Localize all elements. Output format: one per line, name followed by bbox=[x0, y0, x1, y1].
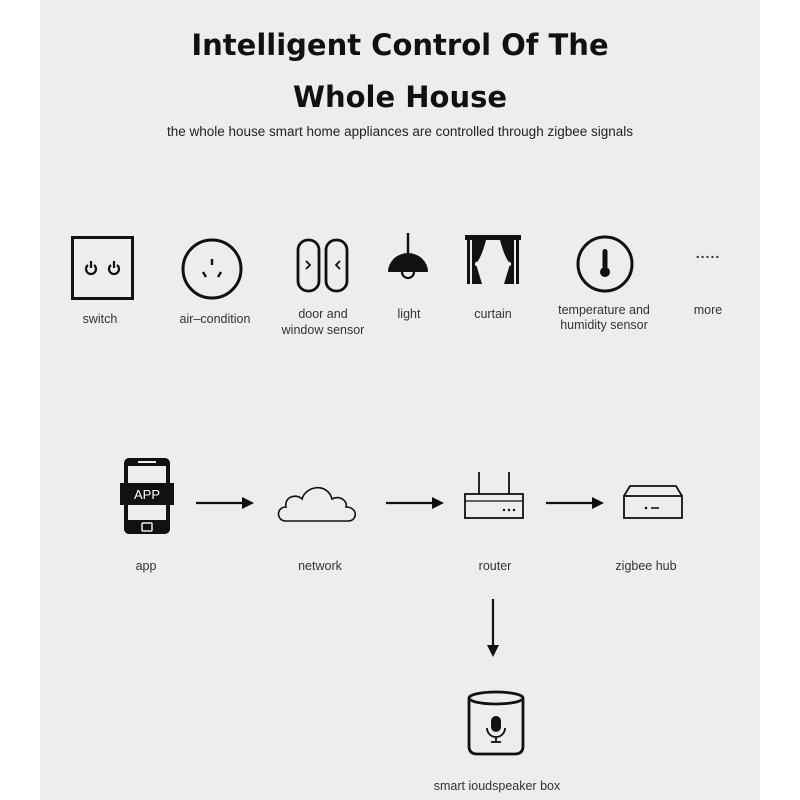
arrow-app-to-network bbox=[196, 496, 256, 510]
router-icon bbox=[463, 470, 525, 522]
door-sensor-label-line1: door and bbox=[298, 307, 348, 321]
app-badge: APP bbox=[133, 487, 161, 502]
pendant-light-icon bbox=[386, 233, 432, 289]
page-title-line1: Intelligent Control Of The bbox=[191, 28, 609, 62]
zigbee-hub-icon bbox=[622, 482, 684, 522]
light-label: light bbox=[397, 307, 421, 321]
speaker-label: smart ioudspeaker box bbox=[433, 779, 561, 793]
arrow-router-to-hub bbox=[546, 496, 606, 510]
page-title-line2: Whole House bbox=[292, 80, 508, 114]
arrow-network-to-router bbox=[386, 496, 446, 510]
temp-sensor-label-line2: humidity sensor bbox=[560, 318, 648, 332]
page-subtitle: the whole house smart home appliances are controlled through zigbee signals bbox=[166, 124, 634, 139]
door-sensor-icon bbox=[296, 238, 352, 294]
switch-icon bbox=[71, 236, 135, 300]
curtain-icon bbox=[464, 234, 522, 286]
air-condition-label: air–condition bbox=[179, 312, 251, 326]
zigbee-hub-label: zigbee hub bbox=[615, 559, 677, 573]
smart-speaker-icon bbox=[466, 690, 526, 760]
power-outlet-icon bbox=[180, 237, 244, 301]
door-sensor-label-line2: window sensor bbox=[281, 323, 365, 337]
app-label: app bbox=[135, 559, 157, 573]
more-dots-icon: ..... bbox=[695, 245, 721, 261]
arrow-router-to-speaker bbox=[486, 599, 500, 659]
thermometer-icon bbox=[575, 234, 635, 294]
temp-sensor-label-line1: temperature and bbox=[558, 303, 650, 317]
network-label: network bbox=[298, 559, 342, 573]
cloud-network-icon bbox=[274, 477, 360, 525]
more-label: more bbox=[693, 303, 723, 317]
router-label: router bbox=[478, 559, 512, 573]
switch-label: switch bbox=[82, 312, 118, 326]
curtain-label: curtain bbox=[474, 307, 512, 321]
background-panel bbox=[40, 0, 760, 800]
